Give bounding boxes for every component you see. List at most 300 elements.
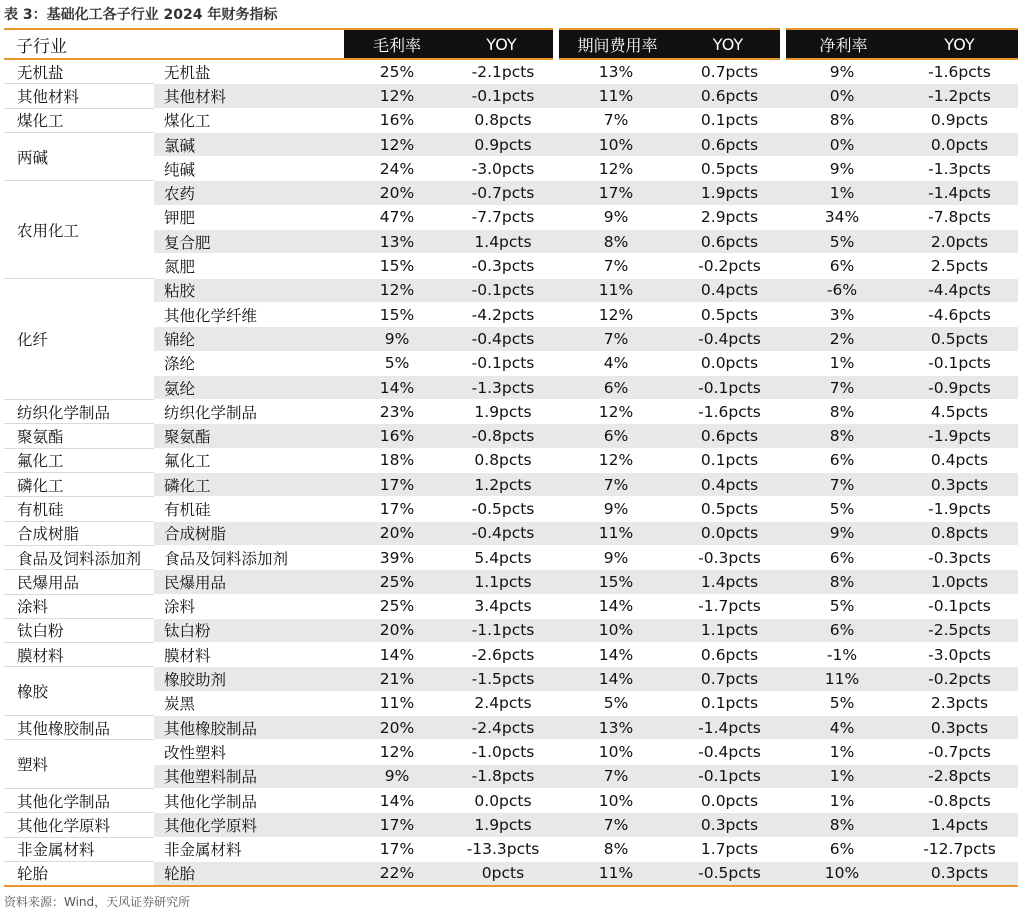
expense-ratio-cell: 7%: [556, 473, 676, 497]
gross-margin-yoy-cell: 3.4pcts: [450, 594, 556, 618]
expense-ratio-yoy-cell: -0.1pcts: [676, 764, 783, 788]
table-row: [4, 643, 1018, 667]
expense-ratio-cell: 8%: [556, 837, 676, 861]
gross-margin-yoy-cell: 1.9pcts: [450, 813, 556, 837]
expense-ratio-cell: 9%: [556, 497, 676, 521]
category-cell: 农用化工: [4, 181, 154, 278]
net-margin-cell: 1%: [783, 788, 901, 812]
net-margin-yoy-cell: 2.5pcts: [901, 254, 1018, 278]
net-margin-yoy-cell: -1.9pcts: [901, 497, 1018, 521]
net-margin-yoy-cell: 0.4pcts: [901, 448, 1018, 472]
category-cell: 橡胶: [4, 667, 154, 716]
gross-margin-yoy-cell: -3.0pcts: [450, 157, 556, 181]
expense-ratio-yoy-cell: 0.5pcts: [676, 302, 783, 326]
net-margin-cell: 9%: [783, 521, 901, 545]
table-row: [4, 278, 1018, 302]
gross-margin-cell: 17%: [344, 473, 450, 497]
table-row: [4, 545, 1018, 569]
expense-ratio-cell: 11%: [556, 521, 676, 545]
expense-ratio-yoy-cell: 0.1pcts: [676, 108, 783, 132]
gross-margin-yoy-cell: 1.1pcts: [450, 570, 556, 594]
expense-ratio-yoy-cell: 2.9pcts: [676, 205, 783, 229]
gross-margin-yoy-cell: -2.6pcts: [450, 643, 556, 667]
category-cell: 轮胎: [4, 861, 154, 886]
gross-margin-cell: 16%: [344, 424, 450, 448]
sub-industry-cell: 氯碱: [154, 132, 344, 156]
table-row: [4, 594, 1018, 618]
header-gross-margin-yoy: YOY: [450, 29, 556, 59]
expense-ratio-cell: 12%: [556, 302, 676, 326]
sub-industry-cell: 钛白粉: [154, 618, 344, 642]
gross-margin-cell: 9%: [344, 764, 450, 788]
expense-ratio-cell: 11%: [556, 278, 676, 302]
expense-ratio-yoy-cell: 0.4pcts: [676, 278, 783, 302]
gross-margin-cell: 17%: [344, 837, 450, 861]
gross-margin-yoy-cell: -0.1pcts: [450, 278, 556, 302]
net-margin-yoy-cell: -4.6pcts: [901, 302, 1018, 326]
expense-ratio-yoy-cell: 0.0pcts: [676, 521, 783, 545]
expense-ratio-yoy-cell: -0.3pcts: [676, 545, 783, 569]
category-cell: 非金属材料: [4, 837, 154, 861]
sub-industry-cell: 轮胎: [154, 861, 344, 886]
table-body: [4, 59, 1018, 886]
expense-ratio-cell: 5%: [556, 691, 676, 715]
gross-margin-cell: 14%: [344, 643, 450, 667]
net-margin-yoy-cell: 2.3pcts: [901, 691, 1018, 715]
gross-margin-cell: 24%: [344, 157, 450, 181]
net-margin-yoy-cell: 0.3pcts: [901, 861, 1018, 886]
gross-margin-yoy-cell: -1.1pcts: [450, 618, 556, 642]
sub-industry-cell: 改性塑料: [154, 740, 344, 764]
gross-margin-yoy-cell: -0.7pcts: [450, 181, 556, 205]
net-margin-cell: 10%: [783, 861, 901, 886]
gross-margin-yoy-cell: 0.8pcts: [450, 108, 556, 132]
expense-ratio-cell: 6%: [556, 375, 676, 399]
expense-ratio-cell: 12%: [556, 157, 676, 181]
gross-margin-yoy-cell: 0pcts: [450, 861, 556, 886]
gross-margin-cell: 15%: [344, 302, 450, 326]
net-margin-cell: 0%: [783, 84, 901, 108]
net-margin-yoy-cell: -1.6pcts: [901, 59, 1018, 84]
net-margin-cell: 5%: [783, 594, 901, 618]
net-margin-yoy-cell: -1.3pcts: [901, 157, 1018, 181]
expense-ratio-yoy-cell: 0.0pcts: [676, 788, 783, 812]
net-margin-yoy-cell: -0.7pcts: [901, 740, 1018, 764]
category-cell: 食品及饲料添加剂: [4, 545, 154, 569]
table-row: [4, 861, 1018, 886]
gross-margin-yoy-cell: 1.4pcts: [450, 230, 556, 254]
expense-ratio-cell: 7%: [556, 254, 676, 278]
net-margin-cell: 6%: [783, 545, 901, 569]
table-row: [4, 764, 1018, 788]
net-margin-cell: 11%: [783, 667, 901, 691]
gross-margin-cell: 47%: [344, 205, 450, 229]
sub-industry-cell: 复合肥: [154, 230, 344, 254]
net-margin-cell: 0%: [783, 132, 901, 156]
table-row: [4, 473, 1018, 497]
category-cell: 无机盐: [4, 59, 154, 84]
category-cell: 有机硅: [4, 497, 154, 521]
gross-margin-yoy-cell: 0.0pcts: [450, 788, 556, 812]
sub-industry-cell: 其他材料: [154, 84, 344, 108]
gross-margin-yoy-cell: 0.9pcts: [450, 132, 556, 156]
category-cell: 合成树脂: [4, 521, 154, 545]
table-row: [4, 132, 1018, 156]
source-note: 资料来源：Wind，天风证券研究所: [4, 895, 191, 909]
sub-industry-cell: 聚氨酯: [154, 424, 344, 448]
expense-ratio-cell: 10%: [556, 740, 676, 764]
gross-margin-cell: 25%: [344, 594, 450, 618]
gross-margin-yoy-cell: -0.4pcts: [450, 521, 556, 545]
gross-margin-yoy-cell: -0.5pcts: [450, 497, 556, 521]
gross-margin-cell: 25%: [344, 59, 450, 84]
category-cell: 涂料: [4, 594, 154, 618]
gross-margin-cell: 16%: [344, 108, 450, 132]
table-row: [4, 181, 1018, 205]
expense-ratio-cell: 12%: [556, 448, 676, 472]
table-row: [4, 448, 1018, 472]
gross-margin-cell: 17%: [344, 497, 450, 521]
table-row: [4, 84, 1018, 108]
gross-margin-cell: 14%: [344, 375, 450, 399]
gross-margin-cell: 39%: [344, 545, 450, 569]
sub-industry-cell: 磷化工: [154, 473, 344, 497]
sub-industry-cell: 钾肥: [154, 205, 344, 229]
gross-margin-yoy-cell: -1.0pcts: [450, 740, 556, 764]
gross-margin-yoy-cell: -4.2pcts: [450, 302, 556, 326]
table-row: [4, 667, 1018, 691]
net-margin-cell: 1%: [783, 351, 901, 375]
net-margin-yoy-cell: 0.8pcts: [901, 521, 1018, 545]
gross-margin-cell: 17%: [344, 813, 450, 837]
sub-industry-cell: 食品及饲料添加剂: [154, 545, 344, 569]
sub-industry-cell: 氟化工: [154, 448, 344, 472]
net-margin-yoy-cell: -0.1pcts: [901, 594, 1018, 618]
header-net-margin: 净利率: [783, 29, 901, 59]
net-margin-cell: 2%: [783, 327, 901, 351]
net-margin-cell: 1%: [783, 764, 901, 788]
expense-ratio-yoy-cell: 0.4pcts: [676, 473, 783, 497]
category-cell: 民爆用品: [4, 570, 154, 594]
gross-margin-yoy-cell: -0.4pcts: [450, 327, 556, 351]
net-margin-cell: 8%: [783, 570, 901, 594]
net-margin-cell: -1%: [783, 643, 901, 667]
sub-industry-cell: 其他化学原料: [154, 813, 344, 837]
net-margin-cell: 9%: [783, 59, 901, 84]
expense-ratio-cell: 10%: [556, 788, 676, 812]
sub-industry-cell: 纯碱: [154, 157, 344, 181]
gross-margin-yoy-cell: 5.4pcts: [450, 545, 556, 569]
net-margin-yoy-cell: -0.9pcts: [901, 375, 1018, 399]
sub-industry-cell: 煤化工: [154, 108, 344, 132]
net-margin-yoy-cell: 0.0pcts: [901, 132, 1018, 156]
net-margin-cell: 4%: [783, 716, 901, 740]
gross-margin-yoy-cell: -1.8pcts: [450, 764, 556, 788]
gross-margin-yoy-cell: 0.8pcts: [450, 448, 556, 472]
category-cell: 两碱: [4, 132, 154, 181]
expense-ratio-cell: 7%: [556, 327, 676, 351]
sub-industry-cell: 其他化学纤维: [154, 302, 344, 326]
sub-industry-cell: 氨纶: [154, 375, 344, 399]
gross-margin-yoy-cell: -0.3pcts: [450, 254, 556, 278]
table-title: 表 3：基础化工各子行业 2024 年财务指标: [4, 7, 278, 23]
gross-margin-cell: 18%: [344, 448, 450, 472]
net-margin-yoy-cell: -0.1pcts: [901, 351, 1018, 375]
expense-ratio-yoy-cell: 0.6pcts: [676, 230, 783, 254]
table-row: [4, 375, 1018, 399]
table-row: [4, 254, 1018, 278]
sub-industry-cell: 其他化学制品: [154, 788, 344, 812]
expense-ratio-yoy-cell: 0.5pcts: [676, 157, 783, 181]
net-margin-yoy-cell: 2.0pcts: [901, 230, 1018, 254]
net-margin-cell: 6%: [783, 254, 901, 278]
table-row: [4, 716, 1018, 740]
table-row: [4, 740, 1018, 764]
category-cell: 煤化工: [4, 108, 154, 132]
table-row: [4, 691, 1018, 715]
gross-margin-cell: 15%: [344, 254, 450, 278]
sub-industry-cell: 非金属材料: [154, 837, 344, 861]
expense-ratio-cell: 14%: [556, 643, 676, 667]
expense-ratio-yoy-cell: -0.1pcts: [676, 375, 783, 399]
category-cell: 膜材料: [4, 643, 154, 667]
table-row: [4, 618, 1018, 642]
expense-ratio-cell: 13%: [556, 59, 676, 84]
expense-ratio-yoy-cell: 0.5pcts: [676, 497, 783, 521]
sub-industry-cell: 粘胶: [154, 278, 344, 302]
table-row: [4, 108, 1018, 132]
sub-industry-cell: 纺织化学制品: [154, 400, 344, 424]
net-margin-yoy-cell: -0.2pcts: [901, 667, 1018, 691]
expense-ratio-cell: 9%: [556, 205, 676, 229]
table-row: [4, 327, 1018, 351]
gross-margin-yoy-cell: -13.3pcts: [450, 837, 556, 861]
net-margin-cell: 5%: [783, 691, 901, 715]
net-margin-cell: 1%: [783, 181, 901, 205]
net-margin-cell: 6%: [783, 448, 901, 472]
net-margin-cell: 8%: [783, 108, 901, 132]
sub-industry-cell: 民爆用品: [154, 570, 344, 594]
expense-ratio-yoy-cell: 0.6pcts: [676, 424, 783, 448]
financial-table-container: [4, 28, 1018, 887]
expense-ratio-yoy-cell: 0.7pcts: [676, 59, 783, 84]
gross-margin-cell: 21%: [344, 667, 450, 691]
gross-margin-cell: 12%: [344, 278, 450, 302]
table-row: [4, 837, 1018, 861]
expense-ratio-cell: 9%: [556, 545, 676, 569]
expense-ratio-yoy-cell: 0.6pcts: [676, 84, 783, 108]
table-row: [4, 351, 1018, 375]
gross-margin-yoy-cell: -1.3pcts: [450, 375, 556, 399]
net-margin-yoy-cell: 1.4pcts: [901, 813, 1018, 837]
header-row: [4, 29, 1018, 59]
sub-industry-cell: 涂料: [154, 594, 344, 618]
gross-margin-yoy-cell: -0.1pcts: [450, 351, 556, 375]
gross-margin-cell: 25%: [344, 570, 450, 594]
sub-industry-cell: 橡胶助剂: [154, 667, 344, 691]
sub-industry-cell: 其他橡胶制品: [154, 716, 344, 740]
gross-margin-yoy-cell: -1.5pcts: [450, 667, 556, 691]
gross-margin-cell: 14%: [344, 788, 450, 812]
expense-ratio-cell: 7%: [556, 764, 676, 788]
expense-ratio-cell: 14%: [556, 667, 676, 691]
expense-ratio-cell: 12%: [556, 400, 676, 424]
net-margin-cell: 6%: [783, 618, 901, 642]
table-row: [4, 521, 1018, 545]
net-margin-yoy-cell: -0.3pcts: [901, 545, 1018, 569]
category-cell: 聚氨酯: [4, 424, 154, 448]
net-margin-yoy-cell: 0.3pcts: [901, 473, 1018, 497]
net-margin-cell: 9%: [783, 157, 901, 181]
expense-ratio-yoy-cell: -0.4pcts: [676, 740, 783, 764]
net-margin-yoy-cell: -1.4pcts: [901, 181, 1018, 205]
table-row: [4, 157, 1018, 181]
table-row: [4, 813, 1018, 837]
net-margin-yoy-cell: -4.4pcts: [901, 278, 1018, 302]
category-cell: 纺织化学制品: [4, 400, 154, 424]
gross-margin-cell: 12%: [344, 740, 450, 764]
gross-margin-cell: 22%: [344, 861, 450, 886]
net-margin-cell: 7%: [783, 375, 901, 399]
expense-ratio-cell: 8%: [556, 230, 676, 254]
net-margin-yoy-cell: 1.0pcts: [901, 570, 1018, 594]
gross-margin-cell: 12%: [344, 132, 450, 156]
net-margin-cell: 7%: [783, 473, 901, 497]
expense-ratio-yoy-cell: 0.0pcts: [676, 351, 783, 375]
net-margin-cell: 8%: [783, 813, 901, 837]
sub-industry-cell: 其他塑料制品: [154, 764, 344, 788]
table-row: [4, 59, 1018, 84]
gross-margin-cell: 20%: [344, 716, 450, 740]
net-margin-yoy-cell: -1.9pcts: [901, 424, 1018, 448]
net-margin-yoy-cell: -3.0pcts: [901, 643, 1018, 667]
expense-ratio-cell: 15%: [556, 570, 676, 594]
table-row: [4, 570, 1018, 594]
expense-ratio-cell: 14%: [556, 594, 676, 618]
gross-margin-yoy-cell: -2.1pcts: [450, 59, 556, 84]
gross-margin-yoy-cell: 1.2pcts: [450, 473, 556, 497]
expense-ratio-yoy-cell: 0.6pcts: [676, 643, 783, 667]
sub-industry-cell: 有机硅: [154, 497, 344, 521]
category-cell: 氟化工: [4, 448, 154, 472]
sub-industry-cell: 炭黑: [154, 691, 344, 715]
net-margin-yoy-cell: -12.7pcts: [901, 837, 1018, 861]
sub-industry-cell: 无机盐: [154, 59, 344, 84]
header-net-margin-yoy: YOY: [901, 29, 1018, 59]
table-row: [4, 424, 1018, 448]
net-margin-cell: 3%: [783, 302, 901, 326]
sub-industry-cell: 涤纶: [154, 351, 344, 375]
expense-ratio-cell: 7%: [556, 813, 676, 837]
expense-ratio-cell: 4%: [556, 351, 676, 375]
gross-margin-cell: 9%: [344, 327, 450, 351]
expense-ratio-cell: 10%: [556, 132, 676, 156]
net-margin-cell: 34%: [783, 205, 901, 229]
category-cell: 化纤: [4, 278, 154, 399]
expense-ratio-cell: 10%: [556, 618, 676, 642]
gross-margin-cell: 5%: [344, 351, 450, 375]
financial-table: [4, 28, 1018, 887]
header-expense-ratio: 期间费用率: [556, 29, 676, 59]
net-margin-yoy-cell: 4.5pcts: [901, 400, 1018, 424]
gross-margin-cell: 20%: [344, 618, 450, 642]
expense-ratio-yoy-cell: 1.9pcts: [676, 181, 783, 205]
expense-ratio-cell: 6%: [556, 424, 676, 448]
net-margin-cell: 8%: [783, 400, 901, 424]
expense-ratio-yoy-cell: 0.6pcts: [676, 132, 783, 156]
sub-industry-cell: 氮肥: [154, 254, 344, 278]
expense-ratio-yoy-cell: 0.3pcts: [676, 813, 783, 837]
header-gross-margin: 毛利率: [344, 29, 450, 59]
expense-ratio-yoy-cell: 1.1pcts: [676, 618, 783, 642]
expense-ratio-yoy-cell: 1.7pcts: [676, 837, 783, 861]
category-cell: 其他化学原料: [4, 813, 154, 837]
sub-industry-cell: 锦纶: [154, 327, 344, 351]
table-row: [4, 205, 1018, 229]
expense-ratio-yoy-cell: -1.6pcts: [676, 400, 783, 424]
gross-margin-yoy-cell: -0.1pcts: [450, 84, 556, 108]
gross-margin-yoy-cell: -7.7pcts: [450, 205, 556, 229]
table-row: [4, 497, 1018, 521]
category-cell: 塑料: [4, 740, 154, 789]
expense-ratio-yoy-cell: 0.7pcts: [676, 667, 783, 691]
expense-ratio-yoy-cell: -1.4pcts: [676, 716, 783, 740]
net-margin-cell: -6%: [783, 278, 901, 302]
net-margin-yoy-cell: -0.8pcts: [901, 788, 1018, 812]
net-margin-cell: 6%: [783, 837, 901, 861]
header-subindustry: 子行业: [4, 29, 344, 59]
gross-margin-cell: 20%: [344, 181, 450, 205]
category-cell: 磷化工: [4, 473, 154, 497]
net-margin-yoy-cell: 0.9pcts: [901, 108, 1018, 132]
net-margin-yoy-cell: -2.8pcts: [901, 764, 1018, 788]
gross-margin-cell: 13%: [344, 230, 450, 254]
gross-margin-cell: 11%: [344, 691, 450, 715]
net-margin-yoy-cell: -7.8pcts: [901, 205, 1018, 229]
net-margin-yoy-cell: 0.5pcts: [901, 327, 1018, 351]
table-row: [4, 788, 1018, 812]
net-margin-yoy-cell: -1.2pcts: [901, 84, 1018, 108]
expense-ratio-cell: 7%: [556, 108, 676, 132]
gross-margin-yoy-cell: -0.8pcts: [450, 424, 556, 448]
table-row: [4, 302, 1018, 326]
expense-ratio-yoy-cell: -0.4pcts: [676, 327, 783, 351]
expense-ratio-yoy-cell: 1.4pcts: [676, 570, 783, 594]
gross-margin-cell: 23%: [344, 400, 450, 424]
category-cell: 其他化学制品: [4, 788, 154, 812]
category-cell: 其他材料: [4, 84, 154, 108]
net-margin-cell: 5%: [783, 497, 901, 521]
gross-margin-yoy-cell: -2.4pcts: [450, 716, 556, 740]
gross-margin-cell: 12%: [344, 84, 450, 108]
net-margin-cell: 1%: [783, 740, 901, 764]
gross-margin-yoy-cell: 1.9pcts: [450, 400, 556, 424]
table-row: [4, 400, 1018, 424]
sub-industry-cell: 合成树脂: [154, 521, 344, 545]
expense-ratio-yoy-cell: -1.7pcts: [676, 594, 783, 618]
category-cell: 其他橡胶制品: [4, 716, 154, 740]
expense-ratio-yoy-cell: 0.1pcts: [676, 448, 783, 472]
net-margin-cell: 5%: [783, 230, 901, 254]
net-margin-yoy-cell: 0.3pcts: [901, 716, 1018, 740]
gross-margin-yoy-cell: 2.4pcts: [450, 691, 556, 715]
gross-margin-cell: 20%: [344, 521, 450, 545]
expense-ratio-cell: 11%: [556, 861, 676, 886]
sub-industry-cell: 膜材料: [154, 643, 344, 667]
expense-ratio-cell: 13%: [556, 716, 676, 740]
net-margin-yoy-cell: -2.5pcts: [901, 618, 1018, 642]
table-row: [4, 230, 1018, 254]
